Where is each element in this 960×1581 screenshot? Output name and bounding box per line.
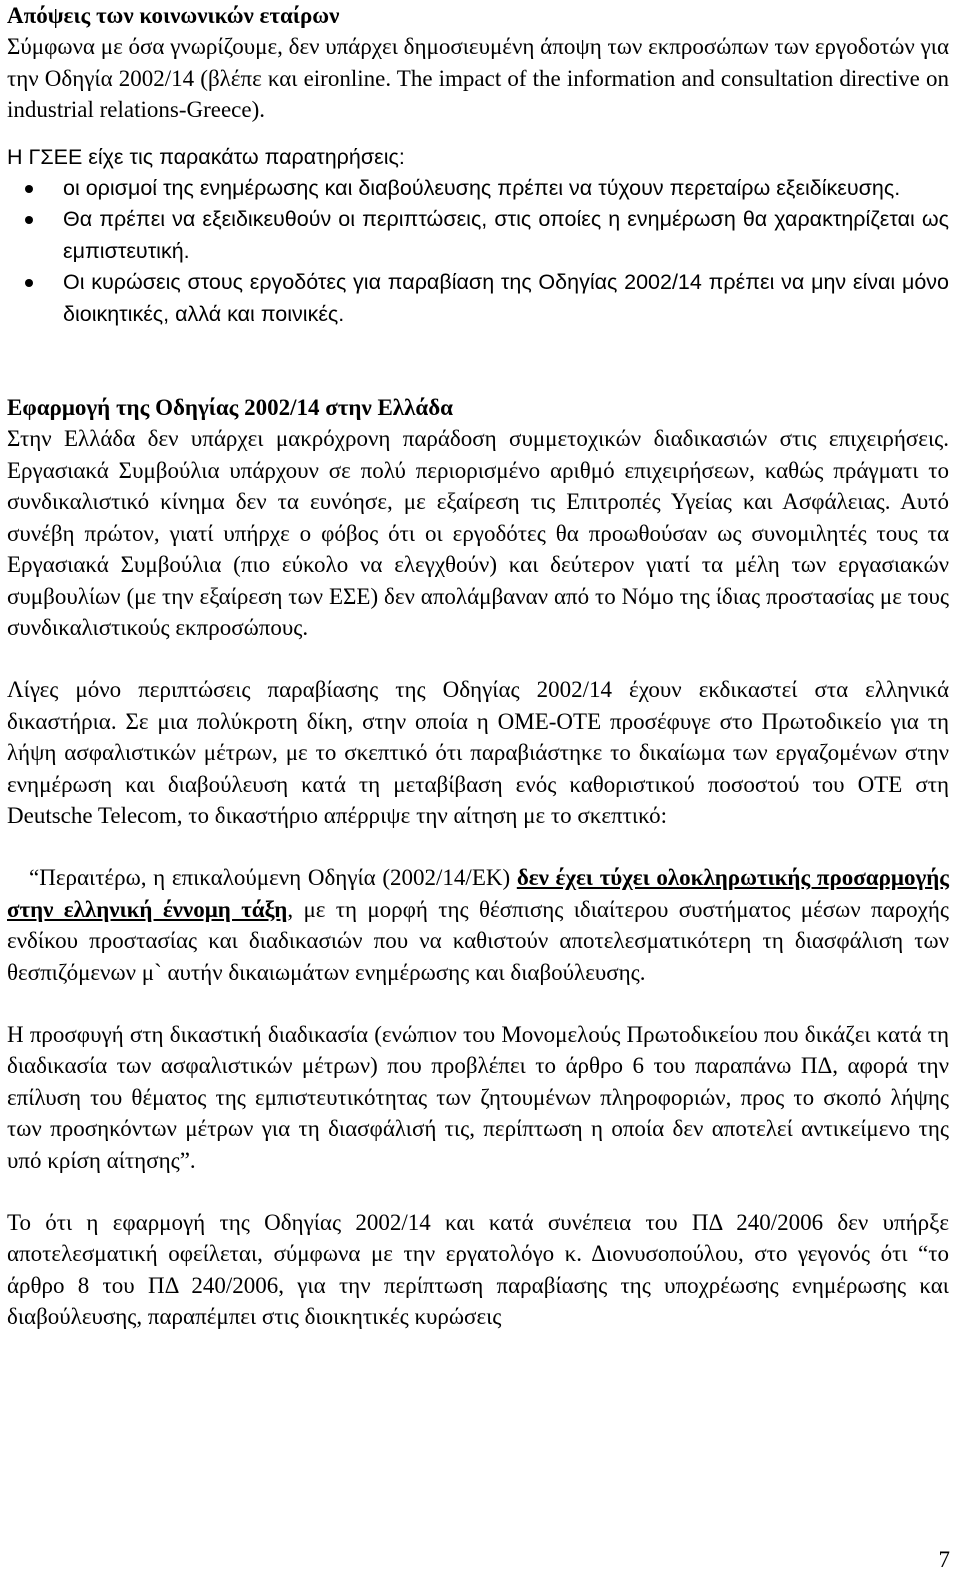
paragraph-gsee-intro: Η ΓΣΕΕ είχε τις παρακάτω παρατηρήσεις: <box>7 144 405 169</box>
paragraph-employers-view: Σύμφωνα με όσα γνωρίζουμε, δεν υπάρχει δημοσιευμένη άποψη των εκπροσώπων των εργοδοτών για την Οδηγία 2002/14 (βλέπε και eironline. The impact of the information and consultation directive on industrial relations-Greece). <box>7 34 949 123</box>
bullet-icon <box>25 279 33 287</box>
paragraph-effectiveness: Το ότι η εφαρμογή της Οδηγίας 2002/14 και κατά συνέπεια του ΠΔ 240/2006 δεν υπήρξε αποτελεσματική οφείλεται, σύμφωνα με την εργατολόγο κ. Διονυσοπούλου, στο γεγονός ότι “το άρθρο 8 του ΠΔ 240/2006, για την περίπτωση παραβίασης της υποχρέωσης ενημέρωσης και διαβούλευσης, παραπέμπει στις διοικητικές κυρώσεις <box>7 1210 949 1330</box>
page-number: 7 <box>938 1547 950 1572</box>
section-heading-social-partners: Απόψεις των κοινωνικών εταίρων <box>7 3 340 28</box>
court-quote: “Περαιτέρω, η επικαλούμενη Οδηγία (2002/14/ΕΚ) δεν έχει τύχει ολοκληρωτικής προσαρμογής στην ελληνική έννομη τάξη, με τη μορφή της θέσπισης ιδιαίτερου συστήματος μέσων παροχής ενδίκου προστασίας και διαδικασιών που να καθιστούν αποτελεσματικότερη τη διασφάλιση των θεσπιζόμενων μ` αυτήν δικαιωμάτων ενημέρωσης και διαβούλευσης. <box>7 865 949 985</box>
list-item: Θα πρέπει να εξειδικευθούν οι περιπτώσεις, στις οποίες η ενημέρωση θα χαρακτηρίζεται ως εμπιστευτική. <box>7 204 949 267</box>
list-item: Οι κυρώσεις στους εργοδότες για παραβίαση της Οδηγίας 2002/14 πρέπει να μην είναι μόνο διοικητικές, αλλά και ποινικές. <box>7 267 949 330</box>
quote-emphasis: δεν έχει τύχει ολοκληρωτικής προσαρμογής στην ελληνική έννομη τάξη <box>7 865 949 922</box>
bullet-icon <box>25 216 33 224</box>
list-item: οι ορισμοί της ενημέρωσης και διαβούλευσης πρέπει να τύχουν περεταίρω εξειδίκευσης. <box>7 173 949 204</box>
paragraph-court-procedure: Η προσφυγή στη δικαστική διαδικασία (ενώπιον του Μονομελούς Πρωτοδικείου που δικάζει κατά τη διαδικασία των ασφαλιστικών μέτρων) που προβλέπει το άρθρο 6 του παραπάνω ΠΔ, αφορά την επίλυση του θέματος της εμπιστευτικότητας των ζητουμένων πληροφοριών, προς το σκοπό λήψης των προσηκόντων μέτρων για τη διασφάλισή τις, περίπτωση η οποία δεν αποτελεί αντικείμενο της υπό κρίση αίτησης”. <box>7 1021 949 1173</box>
paragraph-court-cases: Λίγες μόνο περιπτώσεις παραβίασης της Οδηγίας 2002/14 έχουν εκδικαστεί στα ελληνικά δικαστήρια. Σε μια πολύκροτη δίκη, στην οποία η ΟΜΕ-ΟΤΕ προσέφυγε στο Πρωτοδικείο για τη λήψη ασφαλιστικών μέτρων, με το σκεπτικό ότι παραβιάστηκε το δικαίωμα των εργαζομένων στην ενημέρωση και διαβούλευση κατά τη μεταβίβαση ενός καθοριστικού ποσοστού του ΟΤΕ στη Deutsche Telecom, το δικαστήριο απέρριψε την αίτηση με το σκεπτικό: <box>7 677 949 828</box>
document-page <box>7 0 949 1333</box>
bullet-icon <box>25 185 33 193</box>
section-heading-implementation-greece: Εφαρμογή της Οδηγίας 2002/14 στην Ελλάδα <box>7 395 454 421</box>
gsee-remarks-list <box>7 173 949 330</box>
paragraph-no-tradition: Στην Ελλάδα δεν υπάρχει μακρόχρονη παράδοση συμμετοχικών διαδικασιών στις επιχειρήσεις. Εργασιακά Συμβούλια υπάρχουν σε πολύ περιορισμένο αριθμό επιχειρήσεων, καθώς πράγματι το συνδικαλιστικό κίνημα δεν τα ευνόησε, με εξαίρεση τις Επιτροπές Υγείας και Ασφάλειας. Αυτό συνέβη πρώτον, γιατί υπήρχε ο φόβος ότι οι εργοδότες θα προωθούσαν ως συνομιλητές τους τα Εργασιακά Συμβούλια (πιο εύκολο να ελεγχθούν) και δεύτερον γιατί τα μέλη των εργασιακών συμβουλίων (με την εξαίρεση των ΕΣΕ) δεν απολάμβαναν από το Νόμο της ίδιας προστασίας με τους συνδικαλιστικούς εκπροσώπους. <box>7 426 949 640</box>
